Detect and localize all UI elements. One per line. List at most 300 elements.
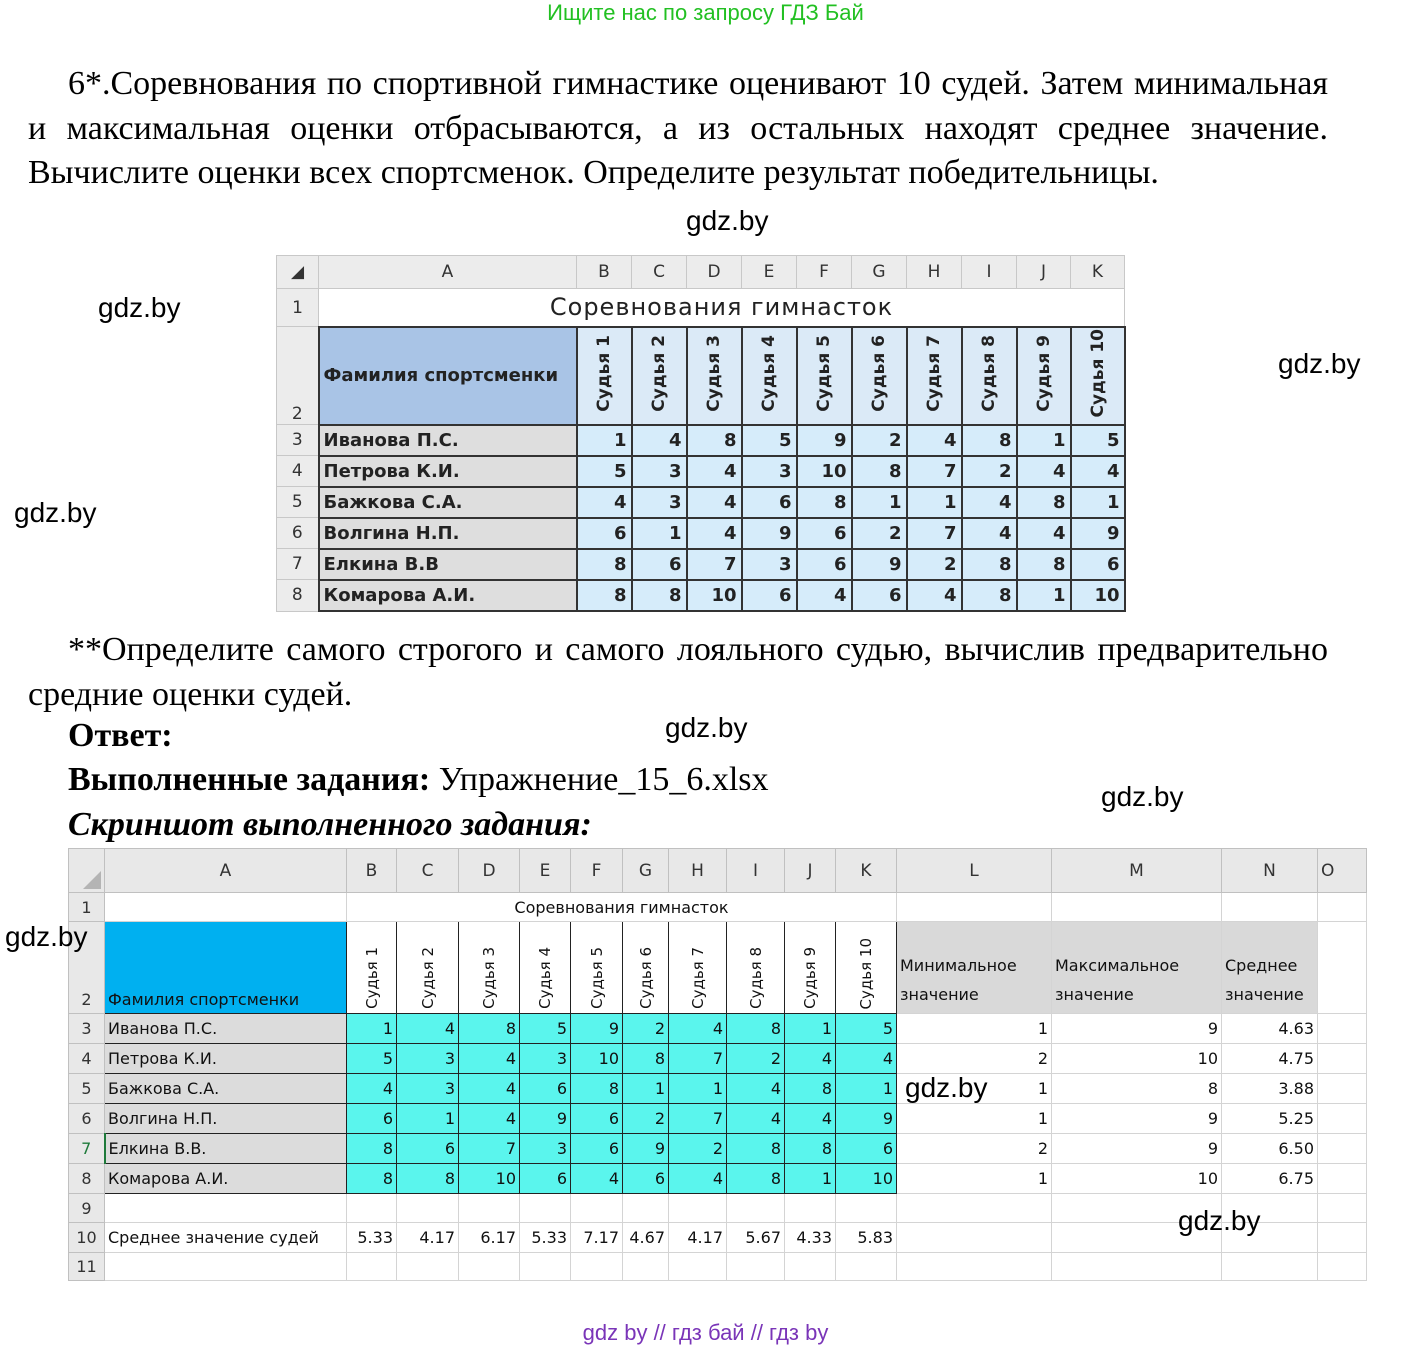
score-cell: 4 (577, 487, 632, 518)
table-row (277, 487, 1125, 518)
watermark: gdz.by (1101, 781, 1184, 812)
min-value-cell[interactable]: 2 (897, 1134, 1052, 1164)
score-cell[interactable]: 7 (669, 1044, 727, 1074)
score-cell[interactable]: 8 (397, 1164, 459, 1194)
score-cell[interactable]: 3 (520, 1134, 571, 1164)
column-header: F (571, 849, 623, 893)
column-header: H (907, 256, 962, 289)
column-header: I (727, 849, 785, 893)
cell[interactable] (1052, 1253, 1222, 1281)
avg-value-cell[interactable]: 6.75 (1222, 1164, 1318, 1194)
athlete-name: Волгина Н.П. (319, 518, 577, 549)
score-cell: 6 (797, 549, 852, 580)
judge-average-cell[interactable]: 4.17 (669, 1223, 727, 1253)
athlete-name: Иванова П.С. (319, 425, 577, 456)
corner-cell (69, 849, 105, 893)
cell[interactable] (785, 1194, 836, 1223)
row-header: 11 (69, 1253, 105, 1281)
judge-header: Судья 4 (742, 327, 797, 425)
athlete-name: Комарова А.И. (319, 580, 577, 611)
row-header: 1 (69, 893, 105, 922)
table-row (277, 425, 1125, 456)
column-header: D (687, 256, 742, 289)
column-header: D (459, 849, 520, 893)
score-cell: 1 (632, 518, 687, 549)
max-value-cell[interactable]: 8 (1052, 1074, 1222, 1104)
score-cell[interactable]: 8 (623, 1044, 669, 1074)
athlete-name[interactable]: Елкина В.В. (105, 1134, 347, 1164)
answer-label: Ответ: (68, 717, 173, 754)
score-cell: 4 (907, 580, 962, 611)
athlete-name[interactable]: Петрова К.И. (105, 1044, 347, 1074)
athlete-name: Бажкова С.А. (319, 487, 577, 518)
score-cell[interactable]: 6 (347, 1104, 397, 1134)
score-cell[interactable]: 8 (571, 1074, 623, 1104)
column-header: A (105, 849, 347, 893)
judge-header: Судья 6 (852, 327, 907, 425)
cell[interactable] (897, 893, 1052, 922)
footer-links[interactable]: gdz by // гдз бай // гдз by (582, 1320, 829, 1345)
athlete-name: Петрова К.И. (319, 456, 577, 487)
min-value-cell[interactable]: 1 (897, 1104, 1052, 1134)
gymnastics-table-answer (68, 848, 1367, 1281)
cell[interactable] (785, 1253, 836, 1281)
column-header: I (962, 256, 1017, 289)
judge-average-label[interactable]: Среднее значение судей (105, 1223, 347, 1253)
cell[interactable] (347, 1194, 397, 1223)
row-header: 6 (277, 518, 319, 549)
score-cell[interactable]: 8 (785, 1134, 836, 1164)
score-cell[interactable]: 1 (669, 1074, 727, 1104)
score-cell[interactable]: 10 (571, 1044, 623, 1074)
table-row (69, 1044, 1367, 1074)
score-cell: 8 (1017, 549, 1071, 580)
row-header: 7 (277, 549, 319, 580)
max-value-cell[interactable]: 9 (1052, 1134, 1222, 1164)
athlete-name[interactable]: Иванова П.С. (105, 1014, 347, 1044)
score-cell: 6 (852, 580, 907, 611)
score-cell[interactable]: 5 (520, 1014, 571, 1044)
judge-header[interactable]: Судья 10 (836, 922, 897, 1014)
judge-average-cell[interactable]: 4.67 (623, 1223, 669, 1253)
score-cell: 4 (962, 518, 1017, 549)
completed-line (68, 761, 769, 799)
athlete-name[interactable]: Бажкова С.А. (105, 1074, 347, 1104)
cell[interactable] (1318, 1014, 1367, 1044)
score-cell: 9 (852, 549, 907, 580)
avg-value-cell[interactable]: 4.63 (1222, 1014, 1318, 1044)
row-header: 6 (69, 1104, 105, 1134)
judge-header[interactable]: Судья 9 (785, 922, 836, 1014)
score-cell: 2 (852, 425, 907, 456)
min-value-cell[interactable]: 1 (897, 1164, 1052, 1194)
row-header: 3 (277, 425, 319, 456)
score-cell[interactable]: 5 (836, 1014, 897, 1044)
score-cell: 4 (962, 487, 1017, 518)
score-cell[interactable]: 8 (785, 1074, 836, 1104)
row-header: 2 (277, 327, 319, 425)
avg-value-cell[interactable]: 3.88 (1222, 1074, 1318, 1104)
score-cell: 8 (687, 425, 742, 456)
table-row (277, 456, 1125, 487)
watermark: gdz.by (1178, 1205, 1261, 1236)
score-cell: 8 (797, 487, 852, 518)
score-cell: 9 (742, 518, 797, 549)
score-cell[interactable]: 5 (347, 1044, 397, 1074)
score-cell: 10 (797, 456, 852, 487)
score-cell: 2 (907, 549, 962, 580)
column-header: F (797, 256, 852, 289)
gymnastics-table-task (276, 255, 1126, 612)
score-cell[interactable]: 4 (571, 1164, 623, 1194)
name-column-header[interactable]: Фамилия спортсменки (105, 922, 347, 1014)
score-cell: 6 (742, 487, 797, 518)
table-row (69, 1014, 1367, 1044)
score-cell[interactable]: 9 (836, 1104, 897, 1134)
score-cell[interactable]: 6 (397, 1134, 459, 1164)
score-cell[interactable]: 3 (520, 1044, 571, 1074)
score-cell: 8 (577, 580, 632, 611)
judge-average-cell[interactable]: 5.83 (836, 1223, 897, 1253)
row-header: 4 (277, 456, 319, 487)
cell[interactable] (1318, 1104, 1367, 1134)
judge-header: Судья 1 (577, 327, 632, 425)
judge-header[interactable]: Судья 1 (347, 922, 397, 1014)
score-cell[interactable]: 4 (669, 1164, 727, 1194)
judge-header: Судья 3 (687, 327, 742, 425)
judge-average-cell[interactable]: 7.17 (571, 1223, 623, 1253)
cell[interactable] (1318, 1223, 1367, 1253)
cell[interactable] (1318, 893, 1367, 922)
column-header: C (397, 849, 459, 893)
score-cell[interactable]: 6 (836, 1134, 897, 1164)
judge-average-cell[interactable]: 4.17 (397, 1223, 459, 1253)
screenshot-label: Скриншот выполненного задания: (68, 806, 592, 843)
cell[interactable] (727, 1194, 785, 1223)
min-value-cell[interactable]: 2 (897, 1044, 1052, 1074)
row-header: 9 (69, 1194, 105, 1223)
table-row (69, 1074, 1367, 1104)
cell[interactable] (897, 1223, 1052, 1253)
score-cell: 1 (1017, 425, 1071, 456)
avg-value-cell[interactable]: 4.75 (1222, 1044, 1318, 1074)
max-value-cell[interactable]: 9 (1052, 1014, 1222, 1044)
score-cell: 3 (742, 549, 797, 580)
table-row (69, 1253, 1367, 1281)
score-cell: 7 (907, 518, 962, 549)
cell[interactable] (1318, 1044, 1367, 1074)
score-cell: 8 (852, 456, 907, 487)
score-cell[interactable]: 8 (459, 1014, 520, 1044)
score-cell[interactable]: 2 (669, 1134, 727, 1164)
cell[interactable] (1318, 1164, 1367, 1194)
score-cell[interactable]: 4 (727, 1104, 785, 1134)
row-header: 8 (277, 580, 319, 611)
judge-header[interactable]: Судья 3 (459, 922, 520, 1014)
cell[interactable] (836, 1253, 897, 1281)
score-cell: 1 (1017, 580, 1071, 611)
score-cell: 10 (1071, 580, 1125, 611)
score-cell[interactable]: 10 (459, 1164, 520, 1194)
watermark: gdz.by (686, 205, 769, 236)
judge-header[interactable]: Судья 8 (727, 922, 785, 1014)
judge-average-cell[interactable]: 5.67 (727, 1223, 785, 1253)
cell[interactable] (520, 1253, 571, 1281)
score-cell: 1 (1071, 487, 1125, 518)
score-cell: 6 (632, 549, 687, 580)
score-cell[interactable]: 3 (397, 1044, 459, 1074)
avg-value-cell[interactable]: 6.50 (1222, 1134, 1318, 1164)
column-header: M (1052, 849, 1222, 893)
cell[interactable] (897, 1253, 1052, 1281)
cell[interactable] (105, 893, 347, 922)
cell[interactable] (727, 1253, 785, 1281)
judge-average-cell[interactable]: 6.17 (459, 1223, 520, 1253)
score-cell: 4 (907, 425, 962, 456)
score-cell[interactable]: 4 (727, 1074, 785, 1104)
max-value-cell[interactable]: 9 (1052, 1104, 1222, 1134)
score-cell[interactable]: 2 (623, 1104, 669, 1134)
watermark: gdz.by (98, 292, 181, 323)
name-column-header: Фамилия спортсменки (319, 327, 577, 425)
cell[interactable] (1052, 893, 1222, 922)
cell[interactable] (1222, 893, 1318, 922)
judge-header: Судья 9 (1017, 327, 1071, 425)
header-link[interactable]: Ищите нас по запросу ГДЗ Бай (547, 0, 864, 25)
score-cell: 4 (687, 456, 742, 487)
table-title: Соревнования гимнасток (319, 289, 1125, 327)
score-cell[interactable]: 4 (785, 1044, 836, 1074)
table-row (69, 1194, 1367, 1223)
avg-value-cell[interactable]: 5.25 (1222, 1104, 1318, 1134)
score-cell: 3 (632, 456, 687, 487)
watermark: gdz.by (665, 712, 748, 743)
score-cell[interactable]: 4 (459, 1074, 520, 1104)
cell[interactable] (669, 1253, 727, 1281)
cell[interactable] (1318, 1253, 1367, 1281)
score-cell: 6 (797, 518, 852, 549)
column-header: J (1017, 256, 1071, 289)
score-cell[interactable]: 9 (520, 1104, 571, 1134)
cell[interactable] (520, 1194, 571, 1223)
cell[interactable] (571, 1253, 623, 1281)
cell[interactable] (397, 1194, 459, 1223)
cell[interactable] (105, 1253, 347, 1281)
score-cell[interactable]: 8 (347, 1134, 397, 1164)
avg-value-header[interactable]: Среднее значение (1222, 922, 1318, 1014)
watermark: gdz.by (5, 921, 88, 952)
column-header: B (577, 256, 632, 289)
column-header: G (623, 849, 669, 893)
score-cell: 2 (852, 518, 907, 549)
cell[interactable] (669, 1194, 727, 1223)
score-cell[interactable]: 6 (571, 1134, 623, 1164)
cell[interactable] (623, 1194, 669, 1223)
score-cell[interactable]: 1 (397, 1104, 459, 1134)
judge-header[interactable]: Судья 4 (520, 922, 571, 1014)
score-cell[interactable]: 3 (397, 1074, 459, 1104)
column-header: K (1071, 256, 1125, 289)
watermark: gdz.by (1278, 348, 1361, 379)
score-cell[interactable]: 7 (669, 1104, 727, 1134)
completed-label: Выполненные задания: (68, 761, 431, 798)
column-header: J (785, 849, 836, 893)
min-value-cell[interactable]: 1 (897, 1014, 1052, 1044)
score-cell: 1 (907, 487, 962, 518)
athlete-name: Елкина В.В (319, 549, 577, 580)
score-cell[interactable]: 8 (727, 1164, 785, 1194)
cell[interactable] (897, 1194, 1052, 1223)
row-header: 3 (69, 1014, 105, 1044)
judge-average-cell[interactable]: 5.33 (347, 1223, 397, 1253)
row-header: 5 (69, 1074, 105, 1104)
judge-header: Судья 5 (797, 327, 852, 425)
score-cell: 4 (632, 425, 687, 456)
column-header: A (319, 256, 577, 289)
score-cell[interactable]: 1 (623, 1074, 669, 1104)
score-cell: 3 (742, 456, 797, 487)
row-header: 10 (69, 1223, 105, 1253)
score-cell[interactable]: 1 (347, 1014, 397, 1044)
score-cell: 2 (962, 456, 1017, 487)
cell[interactable] (397, 1253, 459, 1281)
athlete-name[interactable]: Комарова А.И. (105, 1164, 347, 1194)
task-text: 6*.Соревнования по спортивной гимнастике оценивают 10 судей. Затем минимальная и максимальная оценки отбрасываются, а из остальных находят среднее значение. Вычислите оценки всех спортсменок. Определите результат победительницы. (28, 65, 1328, 191)
score-cell[interactable]: 8 (347, 1164, 397, 1194)
table-row (277, 518, 1125, 549)
score-cell: 4 (687, 487, 742, 518)
score-cell[interactable]: 4 (459, 1104, 520, 1134)
table-row (277, 549, 1125, 580)
score-cell[interactable]: 2 (727, 1044, 785, 1074)
score-cell: 4 (687, 518, 742, 549)
row-header: 7 (69, 1134, 105, 1164)
table-row (277, 580, 1125, 611)
column-header: H (669, 849, 727, 893)
score-cell: 4 (1017, 456, 1071, 487)
table-row (69, 1164, 1367, 1194)
cell[interactable] (836, 1194, 897, 1223)
judge-header[interactable]: Судья 5 (571, 922, 623, 1014)
score-cell[interactable]: 1 (785, 1014, 836, 1044)
cell[interactable] (1318, 1074, 1367, 1104)
score-cell: 1 (852, 487, 907, 518)
score-cell: 3 (632, 487, 687, 518)
column-header: L (897, 849, 1052, 893)
score-cell[interactable]: 1 (785, 1164, 836, 1194)
score-cell[interactable]: 6 (571, 1104, 623, 1134)
score-cell: 6 (577, 518, 632, 549)
score-cell[interactable]: 8 (727, 1014, 785, 1044)
score-cell: 1 (577, 425, 632, 456)
table-title[interactable]: Соревнования гимнасток (347, 893, 897, 922)
score-cell: 8 (577, 549, 632, 580)
cell[interactable] (1318, 1194, 1367, 1223)
score-cell[interactable]: 9 (571, 1014, 623, 1044)
score-cell[interactable]: 4 (347, 1074, 397, 1104)
score-cell[interactable]: 2 (623, 1014, 669, 1044)
athlete-name[interactable]: Волгина Н.П. (105, 1104, 347, 1134)
score-cell[interactable]: 4 (785, 1104, 836, 1134)
score-cell[interactable]: 10 (836, 1164, 897, 1194)
score-cell[interactable]: 4 (397, 1014, 459, 1044)
column-header: N (1222, 849, 1318, 893)
judge-header: Судья 10 (1071, 327, 1125, 425)
score-cell: 5 (742, 425, 797, 456)
cell[interactable] (1318, 1134, 1367, 1164)
score-cell: 4 (1071, 456, 1125, 487)
row-header: 2 (69, 922, 105, 1014)
row-header: 1 (277, 289, 319, 327)
score-cell[interactable]: 9 (623, 1134, 669, 1164)
column-header: E (520, 849, 571, 893)
column-header: O (1318, 849, 1367, 893)
cell[interactable] (1222, 1253, 1318, 1281)
cell[interactable] (571, 1194, 623, 1223)
cell[interactable] (459, 1253, 520, 1281)
score-cell[interactable]: 4 (669, 1014, 727, 1044)
score-cell: 7 (907, 456, 962, 487)
table-row (69, 1134, 1367, 1164)
cell[interactable] (105, 1194, 347, 1223)
score-cell[interactable]: 8 (727, 1134, 785, 1164)
max-value-cell[interactable]: 10 (1052, 1044, 1222, 1074)
score-cell[interactable]: 6 (520, 1074, 571, 1104)
score-cell: 9 (1071, 518, 1125, 549)
score-cell: 8 (962, 425, 1017, 456)
watermark: gdz.by (14, 497, 97, 528)
cell[interactable] (459, 1194, 520, 1223)
judge-header[interactable]: Судья 7 (669, 922, 727, 1014)
cell[interactable] (1318, 922, 1367, 1014)
score-cell[interactable]: 7 (459, 1134, 520, 1164)
cell[interactable] (623, 1253, 669, 1281)
max-value-cell[interactable]: 10 (1052, 1164, 1222, 1194)
table-row (69, 1104, 1367, 1134)
score-cell[interactable]: 4 (459, 1044, 520, 1074)
judge-average-cell[interactable]: 4.33 (785, 1223, 836, 1253)
score-cell: 6 (1071, 549, 1125, 580)
score-cell: 8 (1017, 487, 1071, 518)
score-cell: 10 (687, 580, 742, 611)
score-cell[interactable]: 4 (836, 1044, 897, 1074)
completed-file: Упражнение_15_6.xlsx (438, 761, 769, 798)
judge-header: Судья 8 (962, 327, 1017, 425)
min-value-cell[interactable]: 1 (897, 1074, 1052, 1104)
cell[interactable] (347, 1253, 397, 1281)
score-cell: 5 (577, 456, 632, 487)
score-cell: 4 (1017, 518, 1071, 549)
column-header: C (632, 256, 687, 289)
score-cell[interactable]: 6 (520, 1164, 571, 1194)
min-value-header[interactable]: Минимальное значение (897, 922, 1052, 1014)
score-cell[interactable]: 6 (623, 1164, 669, 1194)
judge-average-row (69, 1223, 1367, 1253)
judge-average-cell[interactable]: 5.33 (520, 1223, 571, 1253)
watermark: gdz.by (905, 1072, 988, 1103)
score-cell[interactable]: 1 (836, 1074, 897, 1104)
score-cell: 8 (962, 549, 1017, 580)
max-value-header[interactable]: Максимальное значение (1052, 922, 1222, 1014)
judge-header[interactable]: Судья 2 (397, 922, 459, 1014)
row-header: 8 (69, 1164, 105, 1194)
score-cell: 5 (1071, 425, 1125, 456)
corner-cell: ◢ (277, 256, 319, 289)
judge-header: Судья 2 (632, 327, 687, 425)
judge-header[interactable]: Судья 6 (623, 922, 669, 1014)
column-header: E (742, 256, 797, 289)
score-cell: 9 (797, 425, 852, 456)
